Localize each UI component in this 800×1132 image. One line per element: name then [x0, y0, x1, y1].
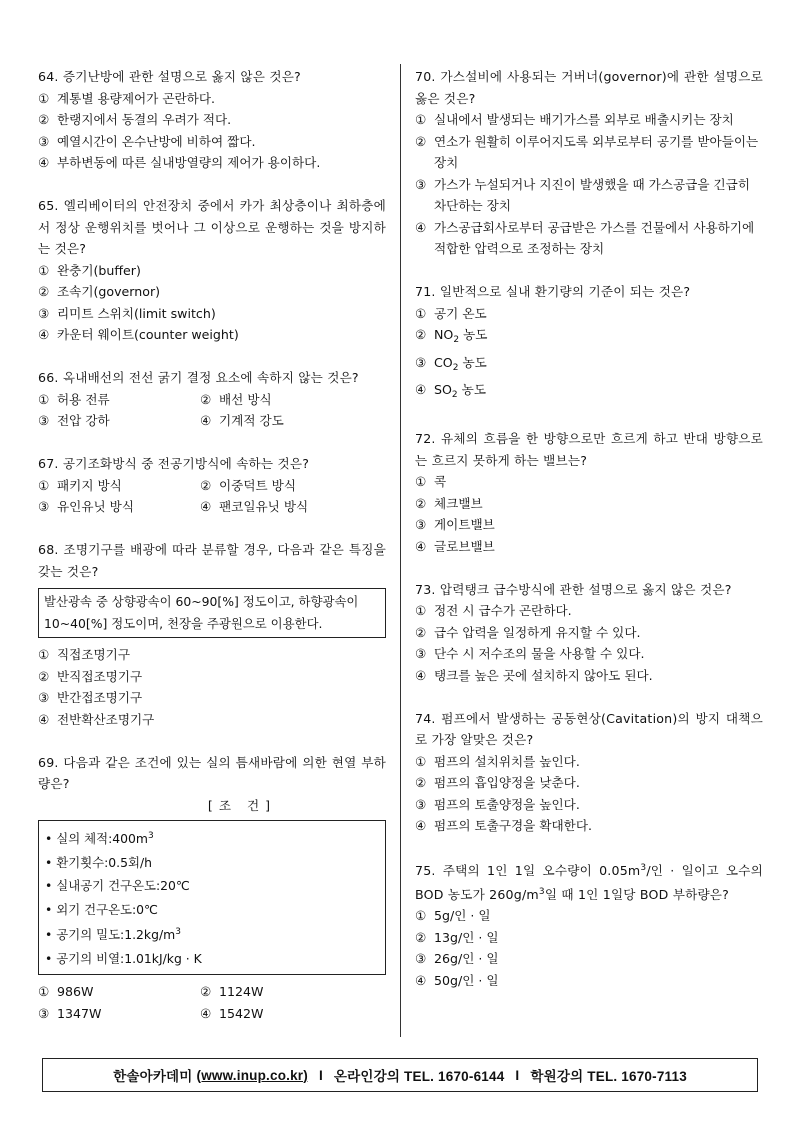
option-row [38, 496, 386, 518]
option-text: 체크밸브 [434, 495, 483, 511]
option-text: 공기 온도 [434, 305, 487, 321]
option-number: ④ [38, 155, 50, 170]
option-text: 허용 전류 [57, 391, 110, 407]
left-column [38, 66, 386, 1046]
option-text: 1347W [57, 1005, 102, 1021]
option-text: 펌프의 흡입양정을 낮춘다. [434, 775, 580, 790]
question-71-stem: 71. 일반적으로 실내 환기량의 기준이 되는 것은? [415, 284, 691, 299]
option-number: ① [415, 305, 427, 321]
option-number: ③ [415, 517, 427, 532]
option-text: 이중덕트 방식 [219, 477, 296, 493]
option-text: 게이트밸브 [434, 517, 495, 532]
option-number: ③ [38, 413, 50, 428]
condition-volume: • 실의 체적$:400m^3$ [45, 825, 379, 851]
option-text: 1542W [219, 1005, 264, 1021]
option-text: 전반확산조명기구 [57, 711, 155, 727]
option-text: 한랭지에서 동결의 우려가 적다. [57, 112, 232, 127]
question-72-stem: 72. 유체의 흐름을 한 방향으로만 흐르게 하고 반대 방향으로는 흐르지 못하게 하는 밸브는? [415, 431, 763, 468]
question-66-option-1[interactable] [38, 389, 200, 411]
option-number: ④ [200, 1005, 212, 1021]
option-text: CO [434, 354, 453, 370]
option-text: 조속기(governor) [57, 284, 161, 299]
option-row [38, 410, 386, 432]
question-75-option-1[interactable] [415, 905, 763, 927]
option-number: ② [415, 775, 427, 790]
option-text: 리미트 스위치(limit switch) [57, 305, 216, 321]
question-74-stem: 74. 펌프에서 발생하는 공동현상(Cavitation)의 방지 대책으로 가장 알맞은 것은? [415, 710, 763, 747]
question-64-option-3[interactable] [38, 131, 386, 153]
column-divider [400, 64, 401, 1037]
question-64-stem: 64. 증기난방에 관한 설명으로 옳지 않은 것은? [38, 69, 301, 84]
question-73-stem: 73. 압력탱크 급수방식에 관한 설명으로 옳지 않은 것은? [415, 581, 732, 597]
question-73-option-1[interactable] [415, 600, 763, 622]
option-text: 패키지 방식 [57, 477, 122, 493]
question-70 [415, 66, 763, 260]
option-number: ③ [38, 133, 50, 149]
option-number: ① [38, 262, 50, 278]
question-68-option-1[interactable] [38, 644, 386, 666]
option-number: ① [38, 477, 50, 493]
question-70-option-1[interactable] [415, 109, 763, 131]
option-number: ② [415, 624, 427, 640]
question-69-option-2[interactable] [200, 981, 362, 1003]
option-number: ④ [415, 382, 427, 397]
question-71 [415, 281, 763, 407]
option-number: ④ [200, 499, 212, 514]
option-text: 콕 [434, 474, 447, 489]
question-75-stem: 75. 주택의 1인 1일 오수량이 $0.05m^3/$인 · 일이고 오수의 BOD 농도가 $260g/m^3$일 때 1인 1일당 BOD 부하량은? [415, 863, 763, 902]
question-73-option-2[interactable] [415, 622, 763, 644]
option-text: 완충기(buffer) [57, 262, 141, 278]
option-number: ③ [38, 1005, 50, 1021]
option-text: 글로브밸브 [434, 538, 495, 554]
question-65 [38, 195, 386, 346]
question-69-stem: 69. 다음과 같은 조건에 있는 실의 틈새바람에 의한 현열 부하량은? [38, 754, 386, 791]
question-73-option-4[interactable] [415, 665, 763, 687]
option-text: 26g/인 · 일 [434, 951, 499, 966]
option-number: ② [415, 495, 427, 511]
option-row [38, 475, 386, 497]
option-text: 급수 압력을 일정하게 유지할 수 있다. [434, 624, 641, 640]
option-row [38, 389, 386, 411]
condition-indoor-temp: • 실내공기 건구온도:20℃ [45, 874, 379, 898]
option-number: ③ [415, 176, 427, 192]
option-text: 펌프의 설치위치를 높인다. [434, 753, 580, 769]
option-number: ④ [415, 538, 427, 554]
option-text: 계통별 용량제어가 곤란하다. [57, 90, 215, 106]
option-text: 가스가 누설되거나 지진이 발생했을 때 가스공급을 긴급히 차단하는 장치 [434, 176, 750, 213]
academy-lecture-phone: 학원강의 TEL. 1670-7113 [530, 1069, 687, 1084]
academy-name: 한솔아카데미 [113, 1069, 193, 1084]
option-number: ③ [415, 951, 427, 966]
academy-website-link[interactable]: (www.inup.co.kr) [196, 1067, 308, 1083]
question-69-option-3[interactable] [38, 1003, 200, 1025]
option-text: 연소가 원활히 이루어지도록 외부로부터 공기를 받아들이는 장치 [434, 133, 759, 170]
question-68-option-3[interactable] [38, 687, 386, 709]
option-number: ② [415, 929, 427, 945]
question-67-option-4[interactable] [200, 496, 362, 518]
question-74-option-2[interactable] [415, 772, 763, 794]
option-number: ① [38, 391, 50, 407]
option-number: ② [38, 668, 50, 684]
question-66 [38, 367, 386, 432]
option-number: ② [200, 477, 212, 493]
option-text: 전압 강하 [57, 413, 110, 428]
subscript: 2 [451, 390, 458, 400]
question-65-option-1[interactable] [38, 260, 386, 282]
question-64 [38, 66, 386, 174]
option-number: ④ [415, 972, 427, 988]
option-text: 1124W [219, 984, 264, 999]
question-64-option-4[interactable] [38, 152, 386, 174]
option-text: 기계적 강도 [219, 413, 284, 428]
option-number: ① [38, 984, 50, 999]
question-74-option-3[interactable] [415, 794, 763, 816]
option-number: ③ [415, 796, 427, 812]
option-text: 50g/인 · 일 [434, 972, 499, 988]
option-row [38, 981, 386, 1003]
question-66-stem: 66. 옥내배선의 전선 굵기 결정 요소에 속하지 않는 것은? [38, 370, 359, 385]
question-65-option-2[interactable] [38, 281, 386, 303]
condition-box [38, 820, 386, 975]
question-75-option-2[interactable] [415, 927, 763, 949]
option-number: ① [415, 603, 427, 618]
question-67 [38, 453, 386, 518]
question-70-option-2[interactable] [415, 131, 763, 174]
question-64-option-1[interactable] [38, 88, 386, 110]
option-number: ③ [38, 499, 50, 514]
option-text: 가스공급회사로부터 공급받은 가스를 건물에서 사용하기에 적합한 압력으로 조정하는 장치 [434, 219, 755, 256]
option-number: ④ [38, 711, 50, 727]
question-72-option-1[interactable] [415, 471, 763, 493]
question-68-stem: 68. 조명기구를 배광에 따라 분류할 경우, 다음과 같은 특징을 갖는 것은? [38, 542, 386, 579]
condition-specific-heat: • 공기의 비열:1.01kJ/kg · K [45, 947, 379, 971]
option-number: ④ [415, 667, 427, 683]
option-number: ③ [415, 646, 427, 661]
page-footer [42, 1058, 758, 1092]
subscript: 2 [452, 362, 459, 373]
option-text: 예열시간이 온수난방에 비하여 짧다. [57, 133, 256, 149]
question-65-stem: 65. 엘리베이터의 안전장치 중에서 카가 최상층이나 최하층에서 정상 운행위치를 벗어나 그 이상으로 운행하는 것을 방지하는 것은? [38, 198, 386, 256]
subscript: 2 [453, 335, 460, 345]
option-number: ④ [415, 219, 427, 235]
option-number: ④ [38, 327, 50, 342]
question-74-option-4[interactable] [415, 815, 763, 837]
question-72-option-3[interactable] [415, 514, 763, 536]
question-73 [415, 579, 763, 687]
option-number: ④ [200, 413, 212, 428]
option-text: 유인유닛 방식 [57, 499, 134, 514]
question-65-option-3[interactable] [38, 303, 386, 325]
option-text: 펌프의 토출구경을 확대한다. [434, 818, 592, 833]
question-65-option-4[interactable] [38, 324, 386, 346]
question-64-option-2[interactable] [38, 109, 386, 131]
question-66-option-4[interactable] [200, 410, 362, 432]
option-number: ② [415, 327, 427, 342]
option-number: ① [415, 474, 427, 489]
right-column [415, 66, 763, 1013]
question-67-stem: 67. 공기조화방식 중 전공기방식에 속하는 것은? [38, 456, 310, 471]
question-69-option-4[interactable] [200, 1003, 362, 1025]
option-text: 실내에서 발생되는 배기가스를 외부로 배출시키는 장치 [434, 112, 734, 127]
option-text: 13g/인 · 일 [434, 929, 499, 945]
online-lecture-phone: 온라인강의 TEL. 1670-6144 [333, 1069, 505, 1084]
option-text: 팬코일유닛 방식 [219, 499, 309, 514]
question-68-option-2[interactable] [38, 666, 386, 688]
condition-air-density: • 공기의 밀도$:1.2kg/m^3$ [45, 921, 379, 947]
question-66-option-2[interactable] [200, 389, 362, 411]
option-text: 986W [57, 984, 94, 999]
option-text: 부하변동에 따른 실내방열량의 제어가 용이하다. [57, 155, 321, 170]
option-number: ① [38, 647, 50, 662]
option-number: ① [415, 908, 427, 923]
question-70-option-3[interactable] [415, 174, 763, 217]
question-72-option-2[interactable] [415, 493, 763, 515]
option-number: ② [38, 112, 50, 127]
question-69-option-1[interactable] [38, 981, 200, 1003]
question-71-option-1[interactable] [415, 303, 763, 325]
option-number: ② [415, 133, 427, 149]
option-number: ② [38, 284, 50, 299]
option-text: 농도 [459, 327, 488, 342]
question-69 [38, 752, 386, 1025]
question-67-option-3[interactable] [38, 496, 200, 518]
question-75-option-3[interactable] [415, 948, 763, 970]
question-70-stem: 70. 가스설비에 사용되는 거버너(governor)에 관한 설명으로 옳은 것은? [415, 69, 763, 106]
option-text: 펌프의 토출양정을 높인다. [434, 796, 580, 812]
question-75-option-4[interactable] [415, 970, 763, 992]
option-text: 탱크를 높은 곳에 설치하지 않아도 된다. [434, 667, 653, 683]
option-row [38, 1003, 386, 1025]
question-74 [415, 708, 763, 837]
question-66-option-3[interactable] [38, 410, 200, 432]
question-71-option-2[interactable] [415, 324, 763, 352]
option-text: 반간접조명기구 [57, 690, 143, 705]
option-text: NO [434, 327, 454, 342]
option-text: 단수 시 저수조의 물을 사용할 수 있다. [434, 646, 645, 661]
question-68-description-box: 발산광속 중 상향광속이 60~90[%] 정도이고, 하향광속이 10~40[%] 정도이며, 천장을 주광원으로 이용한다. [38, 588, 386, 638]
question-71-option-4[interactable] [415, 379, 763, 407]
option-text: 농도 [458, 354, 487, 370]
option-number: ① [415, 112, 427, 127]
option-number: ④ [415, 818, 427, 833]
option-text: 배선 방식 [219, 391, 272, 407]
option-text: 5g/인 · 일 [434, 908, 491, 923]
condition-outdoor-temp: • 외기 건구온도:0℃ [45, 898, 379, 922]
option-number: ③ [38, 305, 50, 321]
option-number: ① [38, 90, 50, 106]
option-number: ③ [38, 690, 50, 705]
option-number: ① [415, 753, 427, 769]
question-68-option-4[interactable] [38, 709, 386, 731]
condition-title: [조 건] [207, 797, 277, 813]
question-73-option-3[interactable] [415, 643, 763, 665]
question-67-option-2[interactable] [200, 475, 362, 497]
option-number: ③ [415, 354, 427, 370]
question-71-option-3[interactable] [415, 352, 763, 380]
option-number: ② [200, 391, 212, 407]
question-74-option-1[interactable] [415, 751, 763, 773]
footer-separator: I [515, 1067, 520, 1083]
question-72-option-4[interactable] [415, 536, 763, 558]
condition-air-changes: • 환기횟수:0.5회/h [45, 851, 379, 875]
question-72 [415, 428, 763, 557]
question-70-option-4[interactable] [415, 217, 763, 260]
option-text: 반직접조명기구 [57, 668, 143, 684]
footer-separator: I [318, 1067, 323, 1083]
option-text: SO [434, 382, 452, 397]
option-text: 농도 [457, 382, 486, 397]
option-text: 카운터 웨이트(counter weight) [57, 327, 239, 342]
option-number: ② [200, 984, 212, 999]
option-text: 직접조명기구 [57, 647, 130, 662]
question-68 [38, 539, 386, 730]
option-text: 정전 시 급수가 곤란하다. [434, 603, 572, 618]
question-67-option-1[interactable] [38, 475, 200, 497]
question-75 [415, 858, 763, 991]
